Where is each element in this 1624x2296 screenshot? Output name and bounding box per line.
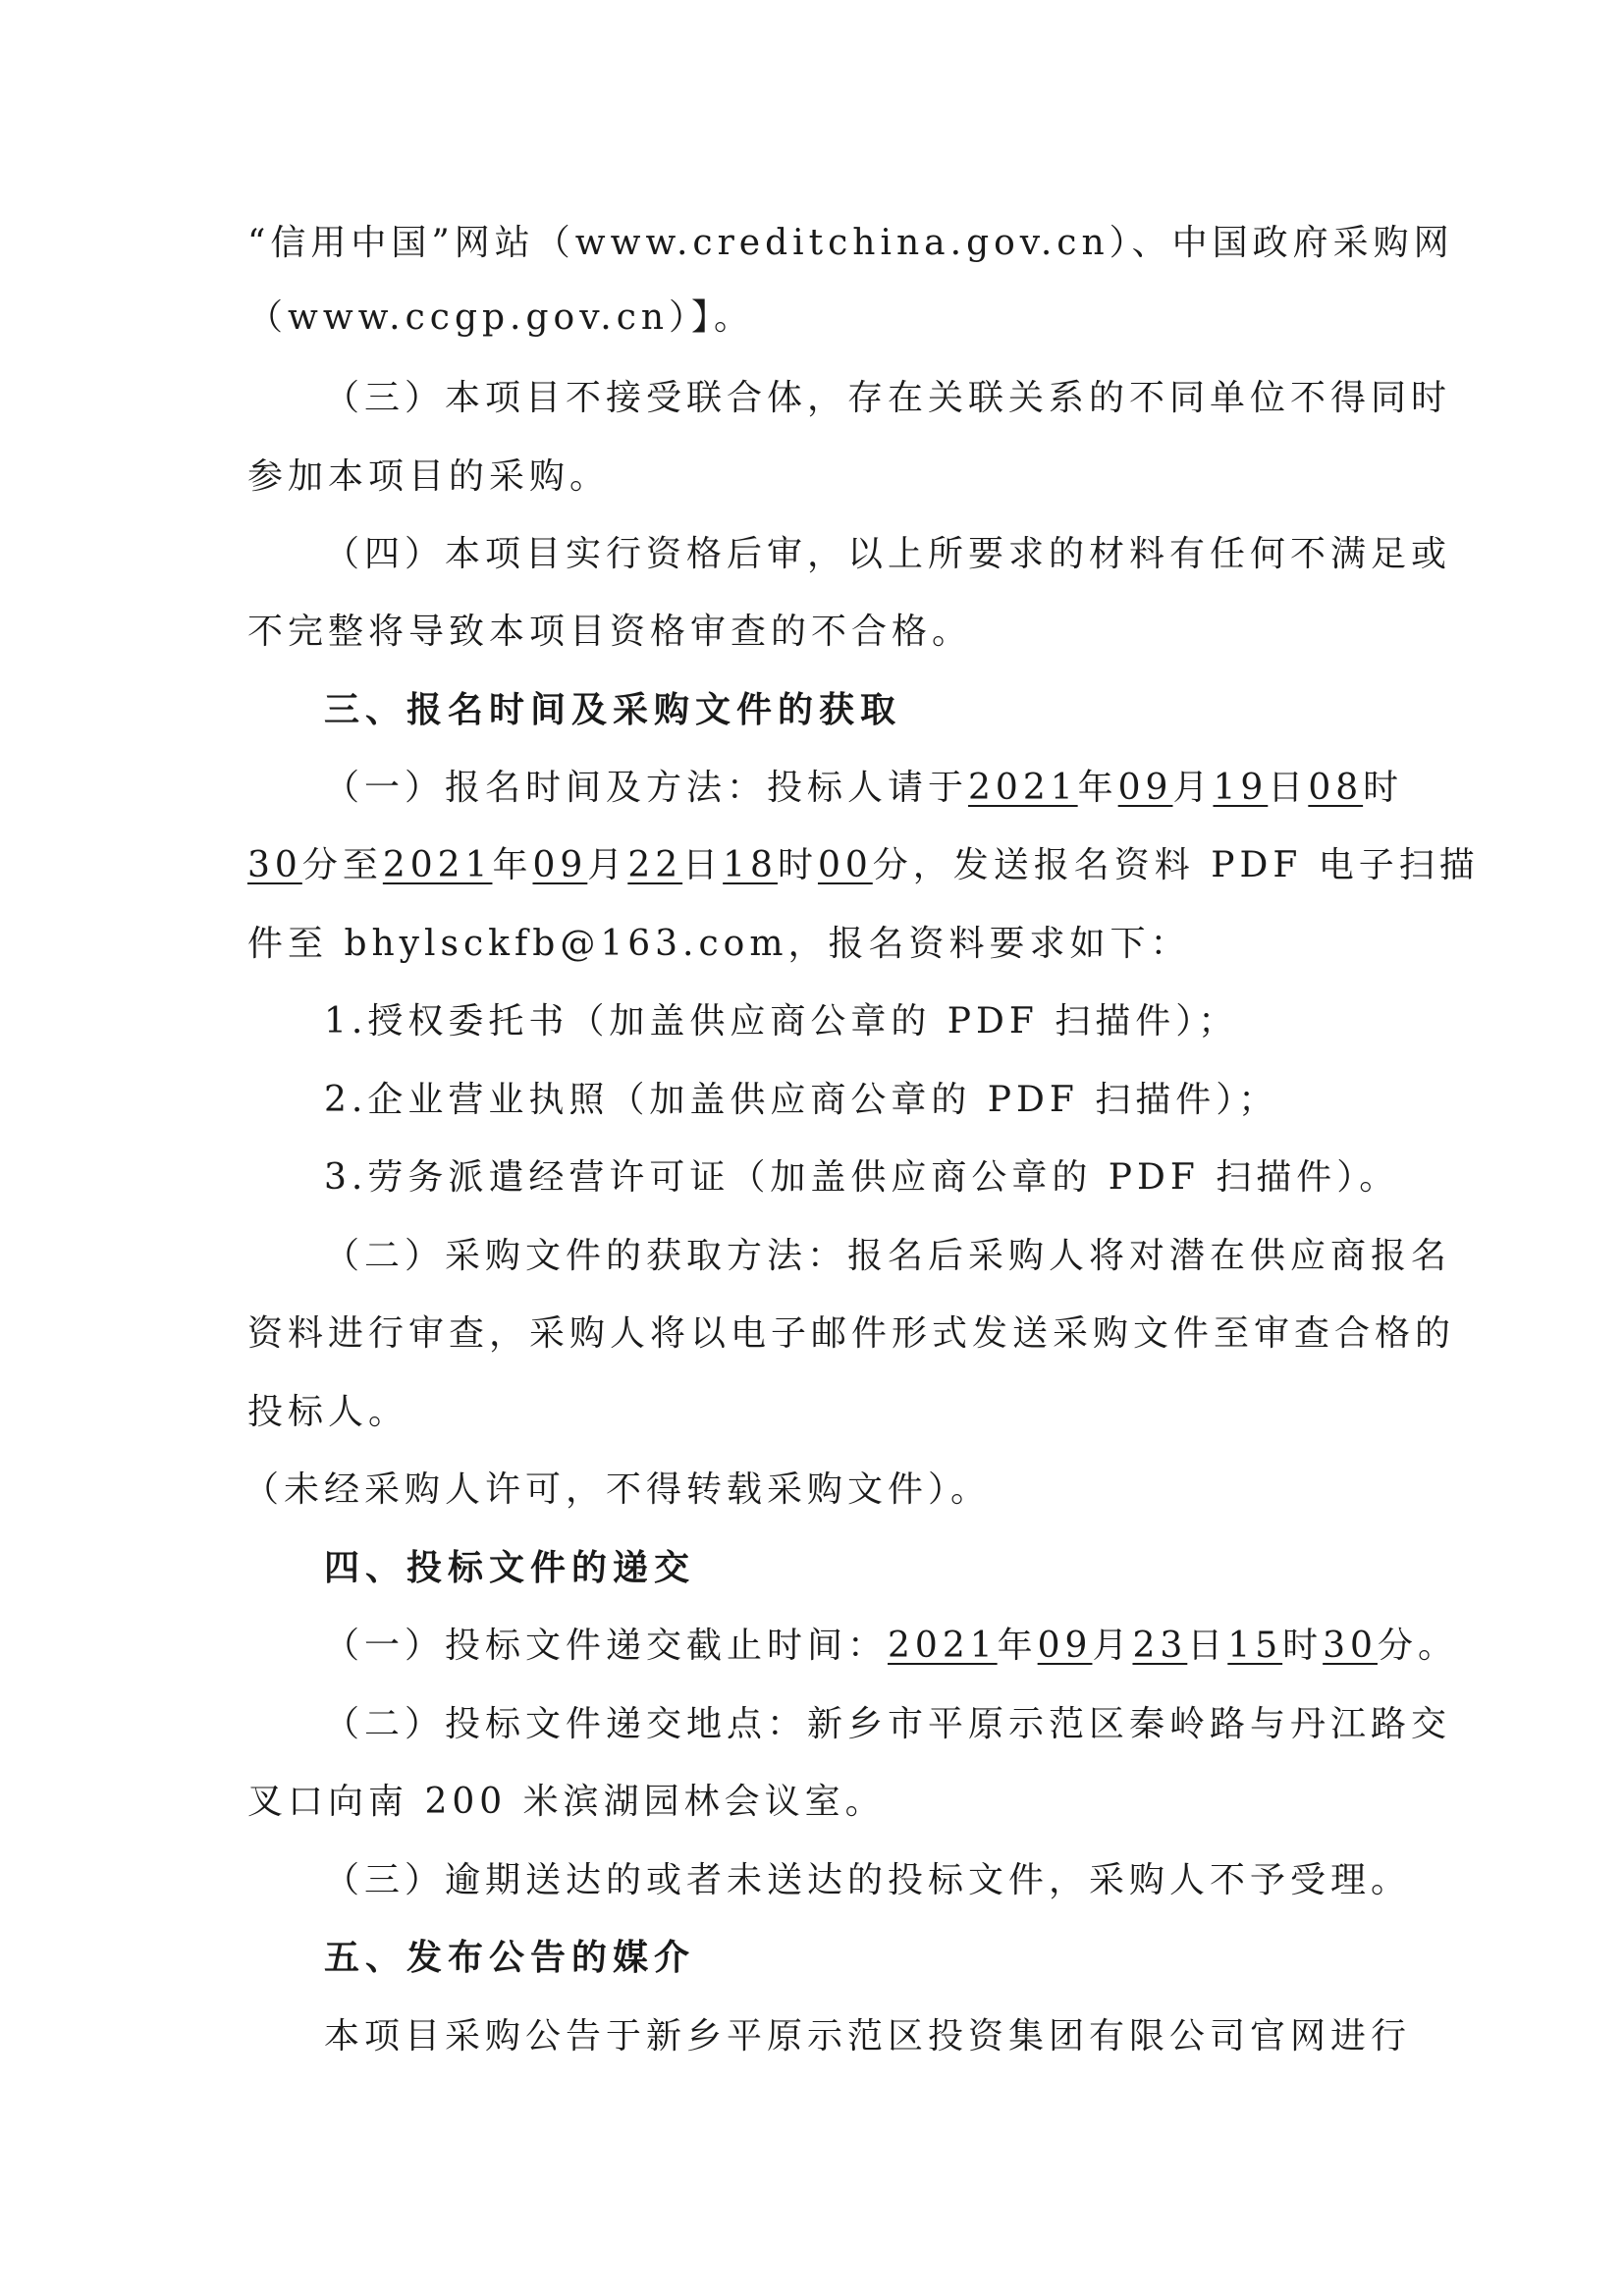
section-heading: 五、发布公告的媒介 xyxy=(324,1938,696,1978)
deadline-year: 2021 xyxy=(888,1626,998,1666)
unit-hour: 时 xyxy=(1282,1626,1324,1666)
paragraph-line: 资料进行审查，采购人将以电子邮件形式发送采购文件至审查合格的 xyxy=(247,1313,1456,1354)
paragraph-line: 本项目采购公告于新乡平原示范区投资集团有限公司官网进行 xyxy=(324,2016,1412,2056)
paragraph-line: （三）逾期送达的或者未送达的投标文件，采购人不予受理。 xyxy=(324,1860,1412,1900)
reg-end-year: 2021 xyxy=(382,845,493,885)
paragraph-line: （二）采购文件的获取方法：报名后采购人将对潜在供应商报名 xyxy=(324,1236,1452,1276)
unit-year: 年 xyxy=(997,1626,1038,1666)
paragraph-line: （未经采购人许可，不得转载采购文件）。 xyxy=(244,1469,992,1510)
unit-month: 月 xyxy=(1172,768,1214,808)
deadline-line xyxy=(324,1625,1458,1668)
deadline-hour: 15 xyxy=(1227,1626,1283,1666)
deadline-end: 分。 xyxy=(1377,1626,1458,1666)
list-item: 2.企业营业执照（加盖供应商公章的 PDF 扫描件）； xyxy=(324,1080,1279,1120)
registration-time-line-2 xyxy=(247,844,1480,887)
list-item: 3.劳务派遣经营许可证（加盖供应商公章的 PDF 扫描件）。 xyxy=(324,1157,1400,1198)
paragraph-line: 不完整将导致本项目资格审查的不合格。 xyxy=(247,612,973,652)
unit-month: 月 xyxy=(587,845,628,885)
reg-end-hour: 18 xyxy=(723,845,778,885)
section-heading: 四、投标文件的递交 xyxy=(324,1548,696,1588)
reg-start-month: 09 xyxy=(1117,768,1173,808)
paragraph-line: “信用中国”网站（www.creditchina.gov.cn）、中国政府采购网 xyxy=(247,223,1454,263)
reg-start-day: 19 xyxy=(1213,768,1269,808)
paragraph-line: （www.ccgp.gov.cn）】。 xyxy=(247,297,755,338)
registration-time-line-1 xyxy=(324,767,1404,810)
paragraph-line: （四）本项目实行资格后审，以上所要求的材料有任何不满足或 xyxy=(324,534,1452,574)
reg-start-minute: 30 xyxy=(247,845,302,885)
unit-to: 至 xyxy=(342,845,383,885)
deadline-minute: 30 xyxy=(1323,1626,1378,1666)
unit-year: 年 xyxy=(492,845,533,885)
unit-year: 年 xyxy=(1077,768,1118,808)
deadline-day: 23 xyxy=(1132,1626,1188,1666)
reg-end-day: 22 xyxy=(627,845,683,885)
paragraph-line: 件至 bhylsckfb@163.com，报名资料要求如下： xyxy=(247,924,1191,964)
reg-end-month: 09 xyxy=(532,845,588,885)
reg-start-hour: 08 xyxy=(1308,768,1364,808)
reg-start-year: 2021 xyxy=(968,768,1078,808)
deadline-prefix: （一）投标文件递交截止时间： xyxy=(324,1626,889,1666)
paragraph-line: （三）本项目不接受联合体，存在关联关系的不同单位不得同时 xyxy=(324,378,1452,418)
paragraph-line: （二）投标文件递交地点：新乡市平原示范区秦岭路与丹江路交 xyxy=(324,1704,1452,1744)
unit-minute: 分 xyxy=(872,845,913,885)
unit-month: 月 xyxy=(1092,1626,1133,1666)
list-item: 1.授权委托书（加盖供应商公章的 PDF 扫描件）； xyxy=(324,1001,1239,1041)
unit-hour: 时 xyxy=(1363,768,1404,808)
unit-minute: 分 xyxy=(301,845,343,885)
unit-day: 日 xyxy=(1187,1626,1228,1666)
deadline-month: 09 xyxy=(1037,1626,1093,1666)
unit-hour: 时 xyxy=(777,845,818,885)
unit-day: 日 xyxy=(1268,768,1309,808)
paragraph-line: 投标人。 xyxy=(247,1392,409,1432)
reg-suffix: ，发送报名资料 PDF 电子扫描 xyxy=(912,845,1480,885)
section-heading: 三、报名时间及采购文件的获取 xyxy=(324,690,902,730)
reg-prefix: （一）报名时间及方法：投标人请于 xyxy=(324,768,969,808)
reg-end-minute: 00 xyxy=(817,845,873,885)
paragraph-line: 叉口向南 200 米滨湖园林会议室。 xyxy=(247,1782,886,1822)
unit-day: 日 xyxy=(682,845,724,885)
paragraph-line: 参加本项目的采购。 xyxy=(247,456,611,497)
